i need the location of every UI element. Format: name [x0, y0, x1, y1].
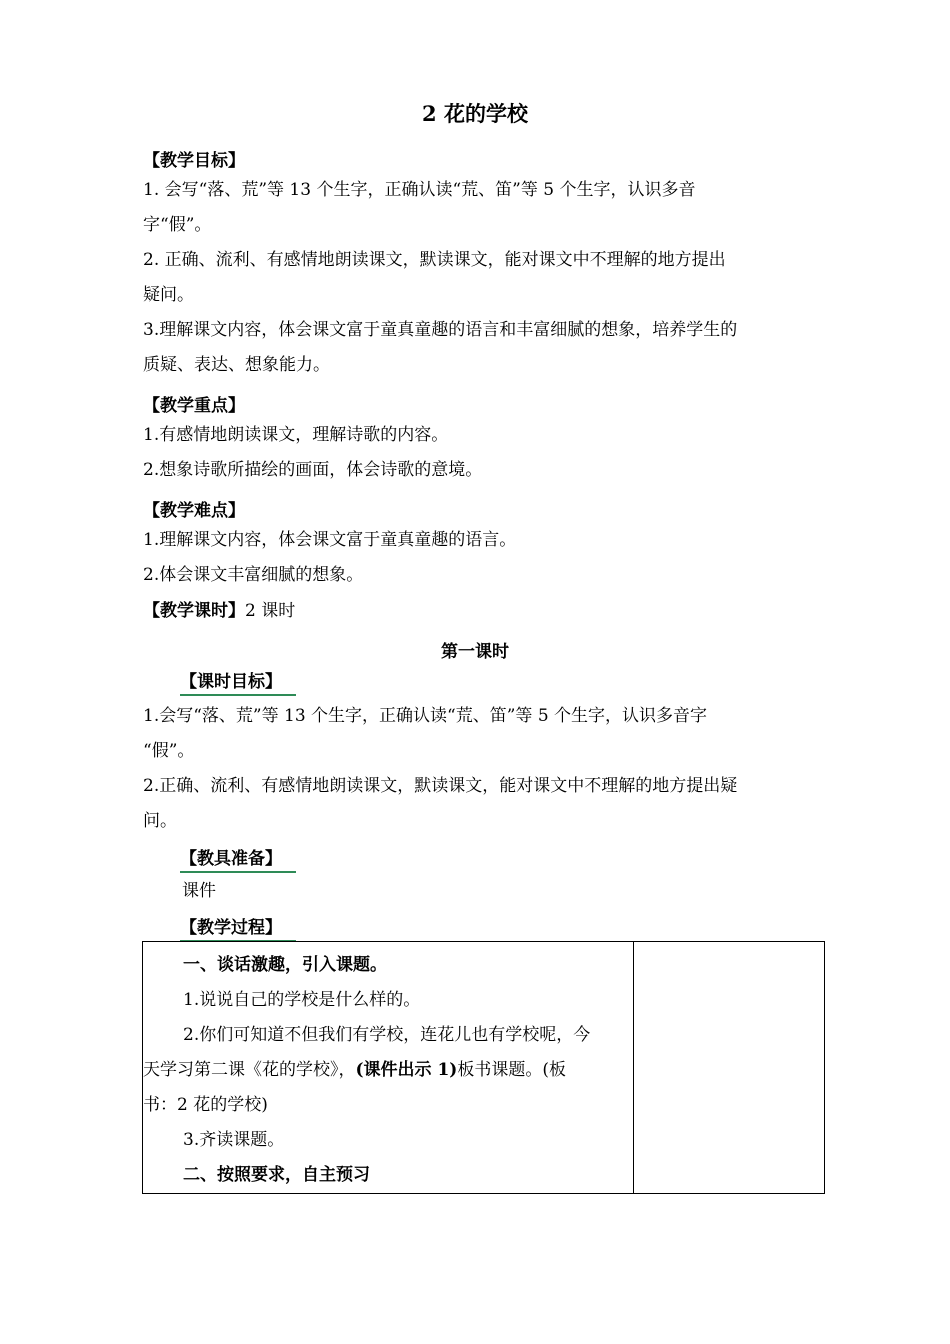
objectives-heading: 【教学目标】 [143, 151, 245, 171]
difficulties-heading: 【教学难点】 [143, 501, 245, 521]
process-item: 2.你们可知道不但我们有学校，连花儿也有学校呢，今 [183, 1025, 591, 1045]
period-goal-line: 1.会写“落、荒”等 13 个生字，正确认读“荒、笛”等 5 个生字，认识多音字 [143, 706, 708, 726]
tools-value: 课件 [182, 881, 216, 901]
process-content-cell [143, 942, 634, 1194]
courseware-note: (课件出示 1) [355, 1060, 458, 1080]
key-points-line: 1.有感情地朗读课文，理解诗歌的内容。 [143, 425, 449, 445]
process-notes-cell [633, 942, 824, 1194]
process-text: 天学习第二课《花的学校》， [143, 1060, 356, 1080]
objectives-line: 1. 会写“落、荒”等 13 个生字，正确认读“荒、笛”等 5 个生字，认识多音 [143, 180, 696, 200]
period-goal-heading: 【课时目标】 [180, 667, 296, 696]
process-table [142, 941, 825, 1194]
periods-heading: 【教学课时】 [143, 601, 245, 621]
process-item-continued: 书：2 花的学校) [143, 1095, 268, 1115]
process-item-continued [143, 1053, 633, 1088]
section-title: 一、谈话激趣，引入课题。 [183, 955, 387, 975]
difficulties-line: 1.理解课文内容，体会课文富于童真童趣的语言。 [143, 530, 517, 550]
first-period-heading: 第一课时 [441, 642, 509, 662]
key-points-heading: 【教学重点】 [143, 396, 245, 416]
page-title: 2 花的学校 [422, 101, 528, 126]
objectives-line: 2. 正确、流利、有感情地朗读课文，默读课文，能对课文中不理解的地方提出 [143, 250, 726, 270]
process-heading: 【教学过程】 [180, 913, 296, 942]
tools-heading: 【教具准备】 [180, 844, 296, 873]
objectives-line: 3.理解课文内容，体会课文富于童真童趣的语言和丰富细腻的想象，培养学生的 [143, 320, 738, 340]
process-item: 1.说说自己的学校是什么样的。 [183, 990, 421, 1010]
periods-value: 2 课时 [245, 601, 296, 621]
period-goal-line: 问。 [143, 811, 177, 831]
objectives-line: 疑问。 [143, 285, 194, 305]
periods-line [143, 594, 813, 629]
period-goal-line: 2.正确、流利、有感情地朗读课文，默读课文，能对课文中不理解的地方提出疑 [143, 776, 738, 796]
objectives-line: 字“假”。 [143, 215, 212, 235]
section-title: 二、按照要求，自主预习 [183, 1165, 370, 1185]
objectives-line: 质疑、表达、想象能力。 [143, 355, 330, 375]
process-text: 板书课题。(板 [457, 1060, 566, 1080]
process-item: 3.齐读课题。 [183, 1130, 285, 1150]
period-goal-line: “假”。 [143, 741, 195, 761]
key-points-line: 2.想象诗歌所描绘的画面，体会诗歌的意境。 [143, 460, 483, 480]
difficulties-line: 2.体会课文丰富细腻的想象。 [143, 565, 364, 585]
